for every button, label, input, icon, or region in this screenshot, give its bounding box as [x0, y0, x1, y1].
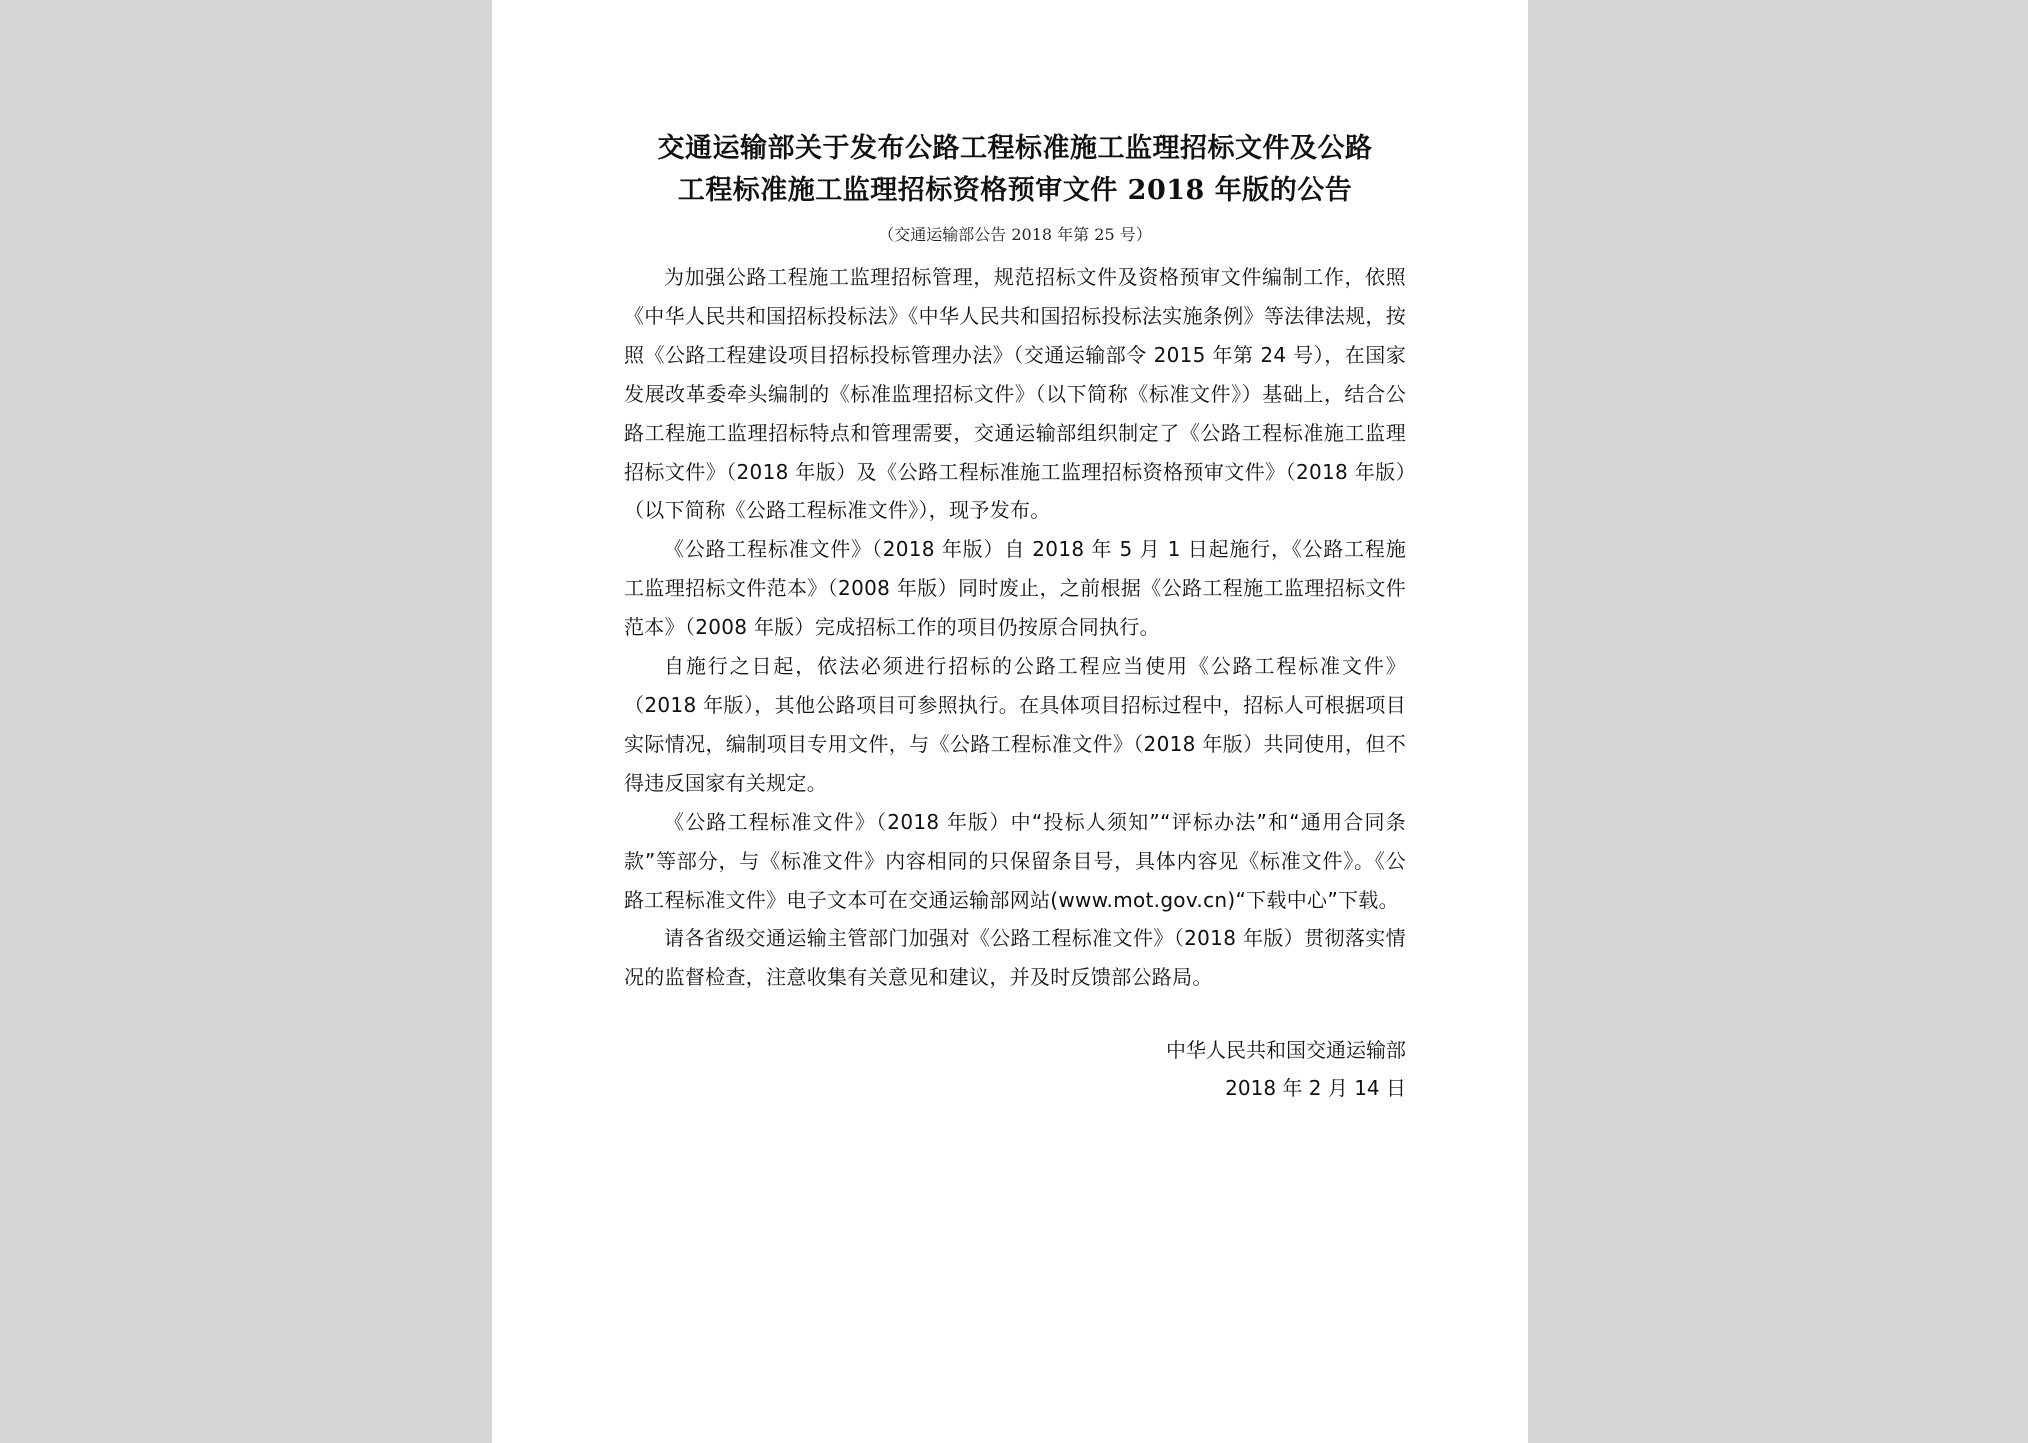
issue-date: 2018 年 2 月 14 日 — [1225, 1076, 1406, 1101]
paragraph-1: 为加强公路工程施工监理招标管理，规范招标文件及资格预审文件编制工作，依照《中华人民共和国招标投标法》《中华人民共和国招标投标法实施条例》等法律法规，按照《公路工程建设项目招标投标管理办法》（交通运输部令 2015 年第 24 号），在国家发展改革委牵头编制的《标准监理招标文件》（以下简称《标准文件》）基础上，结合公路工程施工监理招标特点和管理需要，交通运输部组织制定了《公路工程标准施工监理招标文件》（2018 年版）及《公路工程标准施工监理招标资格预审文件》（2018 年版）（以下简称《公路工程标准文件》），现予发布。 — [624, 265, 1406, 523]
announcement-number: （交通运输部公告 2018 年第 25 号） — [878, 225, 1152, 244]
paragraph-3: 自施行之日起，依法必须进行招标的公路工程应当使用《公路工程标准文件》（2018 年版），其他公路项目可参照执行。在具体项目招标过程中，招标人可根据项目实际情况，编制项目专用文件，与《公路工程标准文件》（2018 年版）共同使用，但不得违反国家有关规定。 — [624, 654, 1406, 795]
document-body — [624, 258, 1406, 997]
title-line-2: 工程标准施工监理招标资格预审文件 2018 年版的公告 — [677, 175, 1353, 206]
paragraph-4: 《公路工程标准文件》（2018 年版）中“投标人须知”“评标办法”和“通用合同条款”等部分，与《标准文件》内容相同的只保留条目号，具体内容见《标准文件》。《公路工程标准文件》电子文本可在交通运输部网站(www.mot.gov.cn)“下载中心”下载。 — [624, 809, 1406, 912]
document-title — [624, 128, 1406, 212]
paragraph-2: 《公路工程标准文件》（2018 年版）自 2018 年 5 月 1 日起施行，《公路工程施工监理招标文件范本》（2008 年版）同时废止，之前根据《公路工程施工监理招标文件范本》（2008 年版）完成招标工作的项目仍按原合同执行。 — [624, 537, 1406, 640]
issuer-name: 中华人民共和国交通运输部 — [1166, 1038, 1406, 1063]
page-content — [624, 128, 1406, 1107]
signature-block — [624, 1031, 1406, 1107]
paragraph-5: 请各省级交通运输主管部门加强对《公路工程标准文件》（2018 年版）贯彻落实情况的监督检查，注意收集有关意见和建议，并及时反馈部公路局。 — [624, 926, 1406, 990]
document-page — [492, 0, 1528, 1443]
title-line-1: 交通运输部关于发布公路工程标准施工监理招标文件及公路 — [657, 133, 1373, 164]
